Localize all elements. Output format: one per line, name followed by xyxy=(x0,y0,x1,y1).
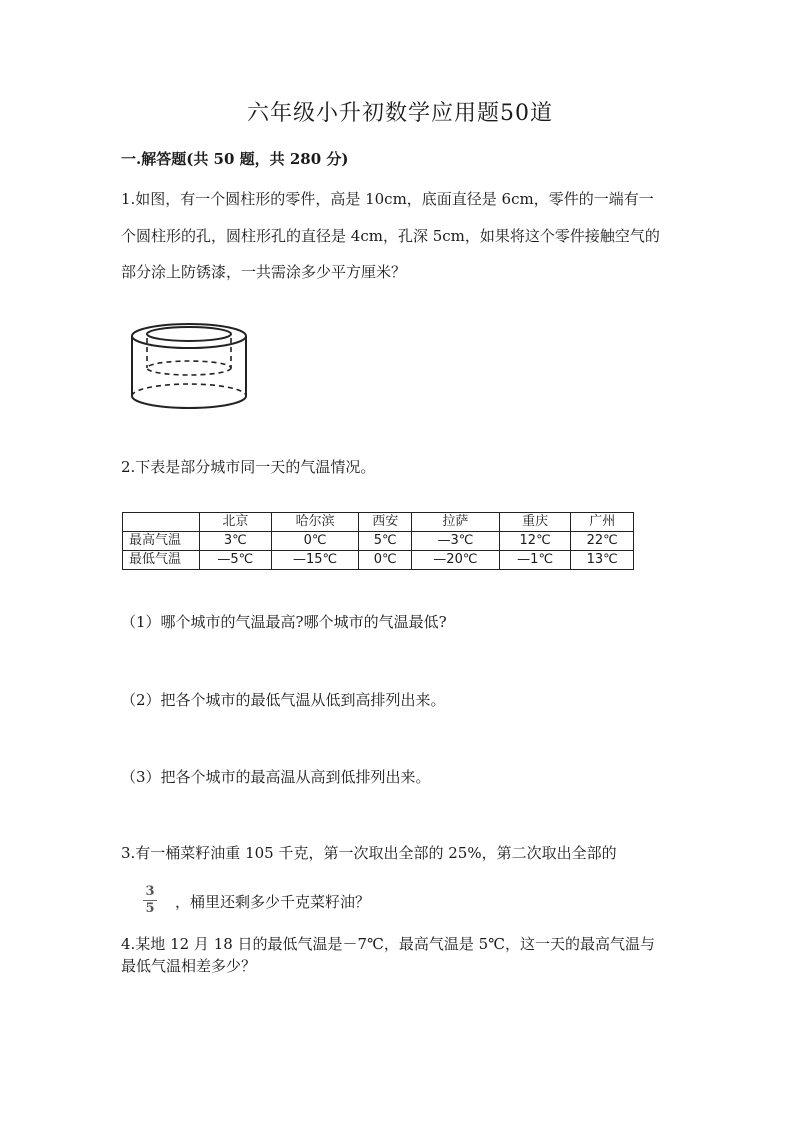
q2-sub-question-1: （1）哪个城市的气温最高?哪个城市的气温最低? xyxy=(121,613,447,631)
q3-line-1: 3.有一桶菜籽油重 105 千克，第一次取出全部的 25%，第二次取出全部的 xyxy=(121,844,617,862)
table-cell: 0℃ xyxy=(359,551,412,570)
table-cell xyxy=(123,513,200,532)
table-cell: —1℃ xyxy=(499,551,571,570)
table-cell: 13℃ xyxy=(571,551,634,570)
temperature-table xyxy=(122,512,634,570)
table-cell: 12℃ xyxy=(499,532,571,551)
table-cell: 22℃ xyxy=(571,532,634,551)
table-cell: 最低气温 xyxy=(123,551,200,570)
q3-line-2: ，桶里还剩多少千克菜籽油？ xyxy=(175,893,371,911)
table-cell: 广州 xyxy=(571,513,634,532)
table-cell: 拉萨 xyxy=(411,513,499,532)
table-cell: 西安 xyxy=(359,513,412,532)
table-cell: —20℃ xyxy=(411,551,499,570)
q2-sub-question-2: （2）把各个城市的最低气温从低到高排列出来。 xyxy=(121,691,446,709)
fraction-denominator: 5 xyxy=(145,901,155,916)
cylinder-figure xyxy=(127,318,257,413)
table-cell: 0℃ xyxy=(271,532,359,551)
table-cell: 重庆 xyxy=(499,513,571,532)
table-cell: 北京 xyxy=(200,513,272,532)
q1-line-1: 1.如图，有一个圆柱形的零件，高是 10cm，底面直径是 6cm，零件的一端有一 xyxy=(121,190,654,208)
q4-line-1: 4.某地 12 月 18 日的最低气温是－7℃，最高气温是 5℃，这一天的最高气温与 xyxy=(121,935,655,953)
section-header: 一.解答题(共 50 题，共 280 分) xyxy=(121,150,349,168)
q1-line-2: 个圆柱形的孔，圆柱形孔的直径是 4cm，孔深 5cm，如果将这个零件接触空气的 xyxy=(121,227,660,245)
table-cell: 3℃ xyxy=(200,532,272,551)
fraction-numerator: 3 xyxy=(145,884,155,899)
table-cell: —3℃ xyxy=(411,532,499,551)
table-cell: 哈尔滨 xyxy=(271,513,359,532)
fraction xyxy=(143,885,157,916)
q4-line-2: 最低气温相差多少？ xyxy=(121,957,257,975)
table-row xyxy=(123,551,634,570)
table-cell: —15℃ xyxy=(271,551,359,570)
page-title: 六年级小升初数学应用题50道 xyxy=(247,101,553,126)
table-cell: 5℃ xyxy=(359,532,412,551)
q2-sub-question-3: （3）把各个城市的最高温从高到低排列出来。 xyxy=(121,768,431,786)
table-header-row xyxy=(123,513,634,532)
q2-intro: 2.下表是部分城市同一天的气温情况。 xyxy=(121,458,376,476)
table-cell: 最高气温 xyxy=(123,532,200,551)
table-row xyxy=(123,532,634,551)
table-cell: —5℃ xyxy=(200,551,272,570)
q1-line-3: 部分涂上防锈漆，一共需涂多少平方厘米？ xyxy=(121,263,407,281)
